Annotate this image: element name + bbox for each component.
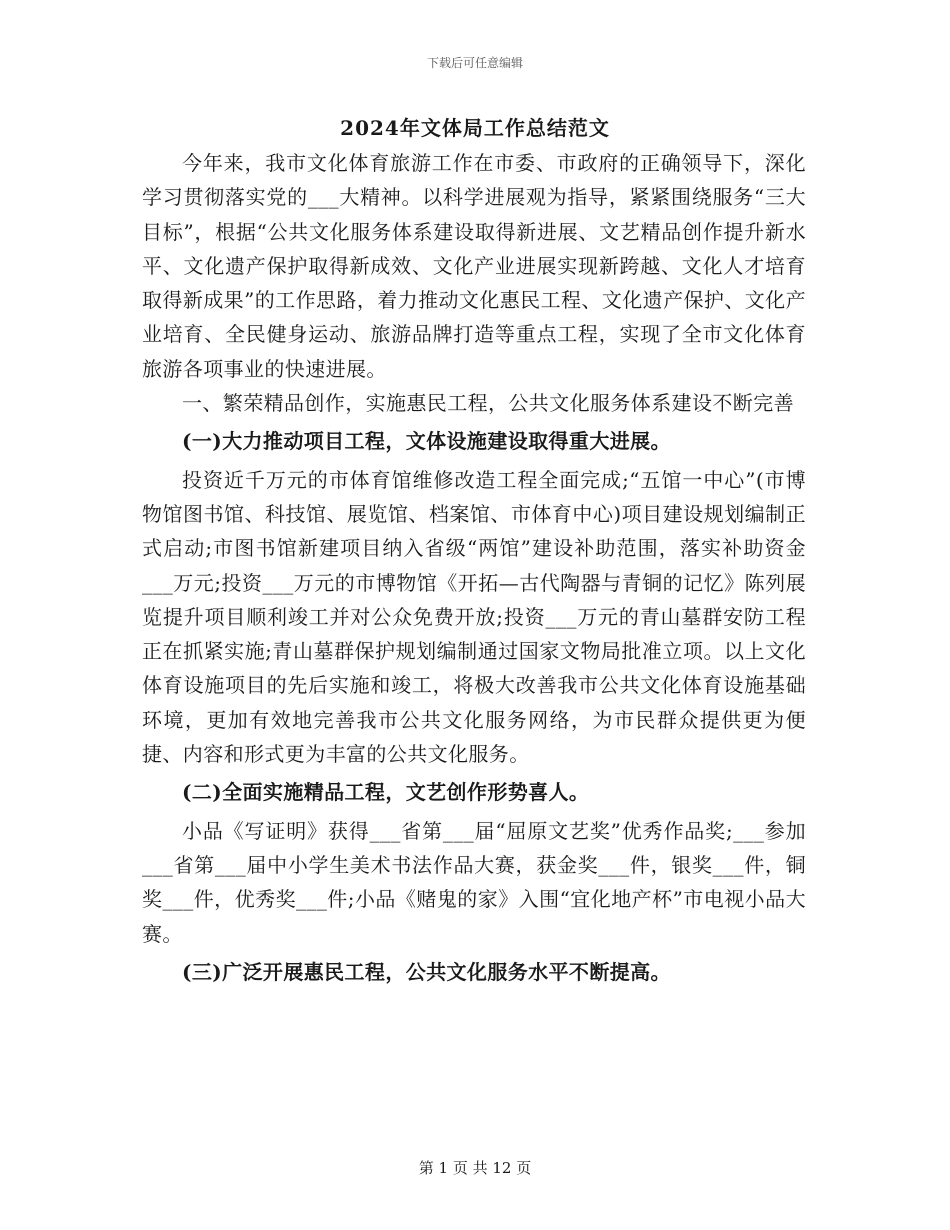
document-title: 2024年文体局工作总结范文 [340, 116, 610, 140]
paragraph-facilities: 投资近千万元的市体育馆维修改造工程全面完成;“五馆一中心”(市博物馆图书馆、科技馆、展览馆、档案馆、市体育中心)项目建设规划编制正式启动;市图书馆新建项目纳入省级“两馆”建设补助范围，落实补助资金___万元;投资___万元的市博物馆《开拓—古代陶器与青铜的记忆》陈列展览提升项目顺利竣工并对公众免费开放;投资___万元的青山墓群安防工程正在抓紧实施;青山墓群保护规划编制通过国家文物局批准立项。以上文化体育设施项目的先后实施和竣工，将极大改善我市公共文化体育设施基础环境，更加有效地完善我市公共文化服务网络，为市民群众提供更为便捷、内容和形式更为丰富的公共文化服务。 [142, 467, 806, 767]
subsection-heading-2: (二)全面实施精品工程，文艺创作形势喜人。 [182, 780, 590, 805]
paragraph-works: 小品《写证明》获得___省第___届“屈原文艺奖”优秀作品奖;___参加___省第___届中小学生美术书法作品大赛，获金奖___件，银奖___件，铜奖___件，优秀奖___件;小品《赌鬼的家》入围“宜化地产杯”市电视小品大赛。 [142, 818, 806, 946]
section-heading-1: 一、繁荣精品创作，实施惠民工程，公共文化服务体系建设不断完善 [182, 391, 794, 416]
subsection-heading-1: (一)大力推动项目工程，文体设施建设取得重大进展。 [182, 429, 671, 454]
document-body [142, 146, 806, 993]
subsection-heading-3: (三)广泛开展惠民工程，公共文化服务水平不断提高。 [182, 959, 671, 984]
page-number: 第 1 页 共 12 页 [418, 1159, 532, 1177]
paragraph-intro: 今年来，我市文化体育旅游工作在市委、市政府的正确领导下，深化学习贯彻落实党的___大精神。以科学进展观为指导，紧紧围绕服务“三大目标”，根据“公共文化服务体系建设取得新进展、文艺精品创作提升新水平、文化遗产保护取得新成效、文化产业进展实现新跨越、文化人才培育取得新成果”的工作思路，着力推动文化惠民工程、文化遗产保护、文化产业培育、全民健身运动、旅游品牌打造等重点工程，实现了全市文化体育旅游各项事业的快速进展。 [142, 151, 806, 381]
header-note: 下载后可任意编辑 [426, 56, 523, 70]
